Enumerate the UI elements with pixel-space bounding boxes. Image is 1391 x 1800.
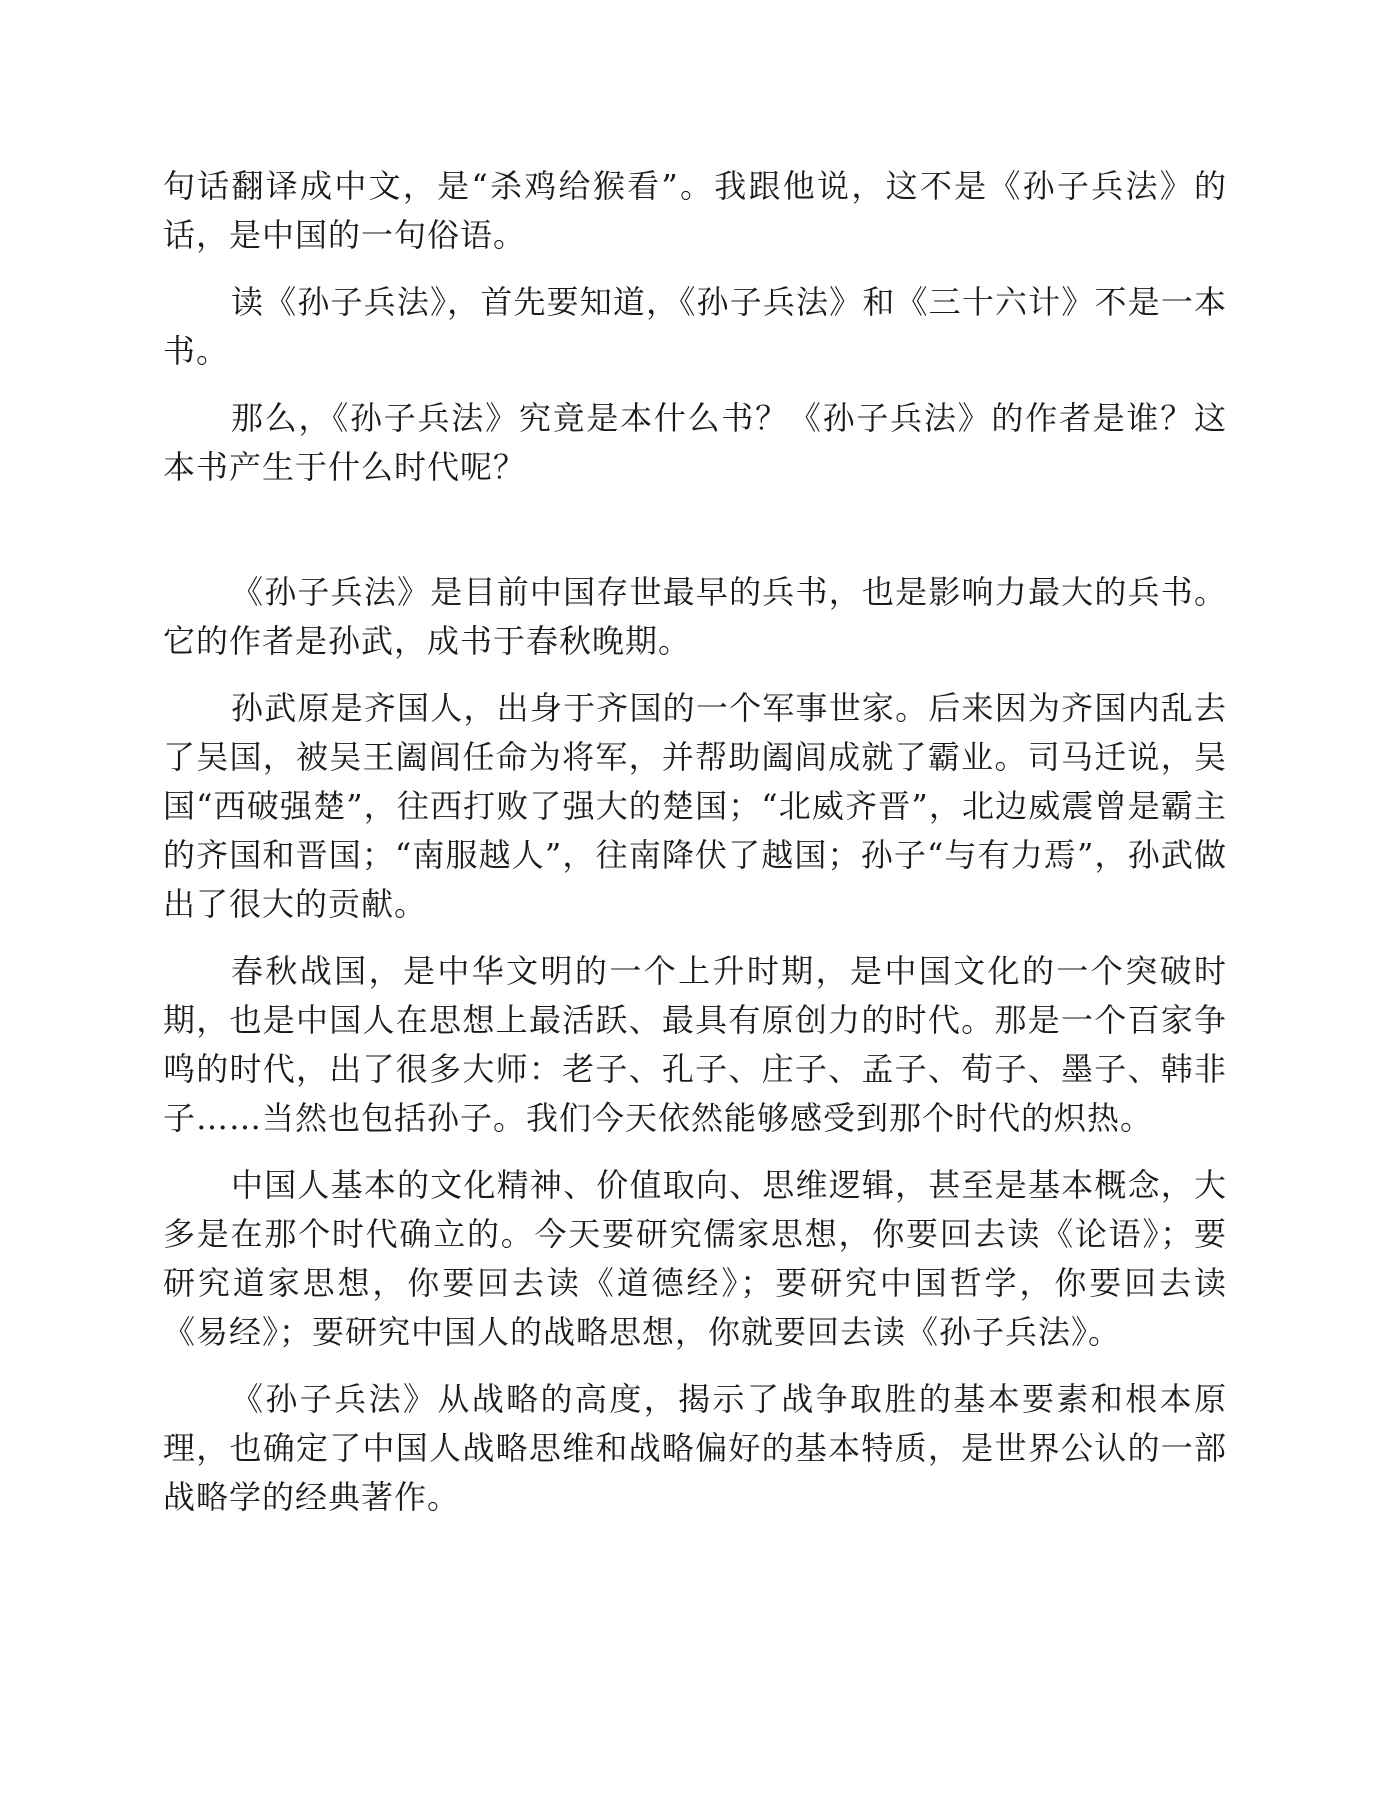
paragraph-text: 读《孙子兵法》，首先要知道，《孙子兵法》和《三十六计》不是一本书。 — [163, 283, 1227, 370]
paragraph-text: 《孙子兵法》是目前中国存世最早的兵书，也是影响力最大的兵书。它的作者是孙武，成书于春秋晚期。 — [163, 573, 1227, 660]
paragraph-text: 那么，《孙子兵法》究竟是本什么书？《孙子兵法》的作者是谁？这本书产生于什么时代呢？ — [163, 399, 1227, 486]
paragraph-text: 句话翻译成中文，是“杀鸡给猴看”。我跟他说，这不是《孙子兵法》的话，是中国的一句俗语。 — [163, 167, 1227, 254]
paragraph-text: 《孙子兵法》从战略的高度，揭示了战争取胜的基本要素和根本原理，也确定了中国人战略思维和战略偏好的基本特质，是世界公认的一部战略学的经典著作。 — [163, 1380, 1227, 1516]
paragraph-text: 中国人基本的文化精神、价值取向、思维逻辑，甚至是基本概念，大多是在那个时代确立的。今天要研究儒家思想，你要回去读《论语》；要研究道家思想，你要回去读《道德经》；要研究中国哲学，你要回去读《易经》；要研究中国人的战略思想，你就要回去读《孙子兵法》。 — [163, 1166, 1227, 1351]
paragraph-text: 春秋战国，是中华文明的一个上升时期，是中国文化的一个突破时期，也是中国人在思想上最活跃、最具有原创力的时代。那是一个百家争鸣的时代，出了很多大师：老子、孔子、庄子、孟子、荀子、墨子、韩非子……当然也包括孙子。我们今天依然能够感受到那个时代的炽热。 — [163, 952, 1227, 1137]
paragraph-text: 孙武原是齐国人，出身于齐国的一个军事世家。后来因为齐国内乱去了吴国，被吴王阖闾任命为将军，并帮助阖闾成就了霸业。司马迁说，吴国“西破强楚”，往西打败了强大的楚国；“北威齐晋”，北边威震曾是霸主的齐国和晋国；“南服越人”，往南降伏了越国；孙子“与有力焉”，孙武做出了很大的贡献。 — [163, 689, 1227, 923]
section-break — [163, 510, 1227, 568]
document-page — [163, 162, 1227, 1540]
